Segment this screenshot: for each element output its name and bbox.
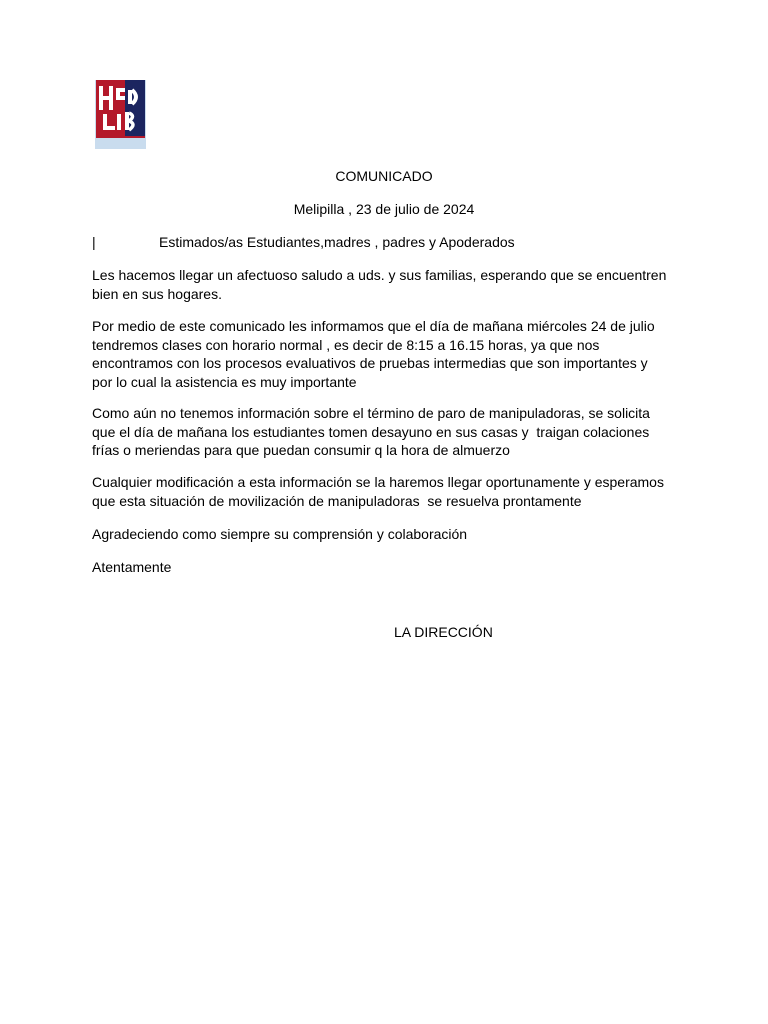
paragraph-closing xyxy=(92,558,692,577)
paragraph-line: Como aún no tenemos información sobre el término de paro de manipuladoras, se solicita xyxy=(92,405,650,421)
paragraph-strike xyxy=(92,404,692,460)
paragraph-line: bien en sus hogares. xyxy=(92,285,222,302)
school-logo xyxy=(95,80,146,149)
greeting: Estimados/as Estudiantes,madres , padres y Apoderados xyxy=(159,234,515,250)
document-heading: COMUNICADO xyxy=(335,168,433,184)
paragraph-updates xyxy=(92,473,692,510)
paragraph-schedule xyxy=(92,317,692,391)
signature: LA DIRECCIÓN xyxy=(394,624,493,640)
paragraph-line: tendremos clases con horario normal , es decir de 8:15 a 16.15 horas, ya que nos xyxy=(92,336,600,353)
paragraph-line: que el día de mañana los estudiantes tomen desayuno en sus casas y traigan colaciones xyxy=(92,423,650,440)
paragraph-line: Cualquier modificación a esta información se la haremos llegar oportunamente y esperamos xyxy=(92,474,664,490)
paragraph-line: Por medio de este comunicado les informamos que el día de mañana miércoles 24 de julio xyxy=(92,318,655,334)
paragraph-line: Les hacemos llegar un afectuoso saludo a uds. y sus familias, esperando que se encuentren xyxy=(92,267,667,283)
paragraph-line: encontramos con los procesos evaluativos de pruebas intermedias que son importantes y xyxy=(92,355,648,371)
paragraph-line: Atentamente xyxy=(92,559,172,575)
greeting-marker: | xyxy=(92,234,96,250)
paragraph-thanks xyxy=(92,525,692,544)
paragraph-line: Agradeciendo como siempre su comprensión y colaboración xyxy=(92,526,468,542)
paragraph-line: frías o meriendas para que puedan consumir q la hora de almuerzo xyxy=(92,442,510,458)
paragraph-greeting xyxy=(92,266,692,303)
school-crest-logo-icon xyxy=(95,80,146,149)
paragraph-line: que esta situación de movilización de manipuladoras se resuelva prontamente xyxy=(92,492,582,509)
paragraph-line: por lo cual la asistencia es muy importante xyxy=(92,373,357,390)
place-date: Melipilla , 23 de julio de 2024 xyxy=(293,201,475,217)
